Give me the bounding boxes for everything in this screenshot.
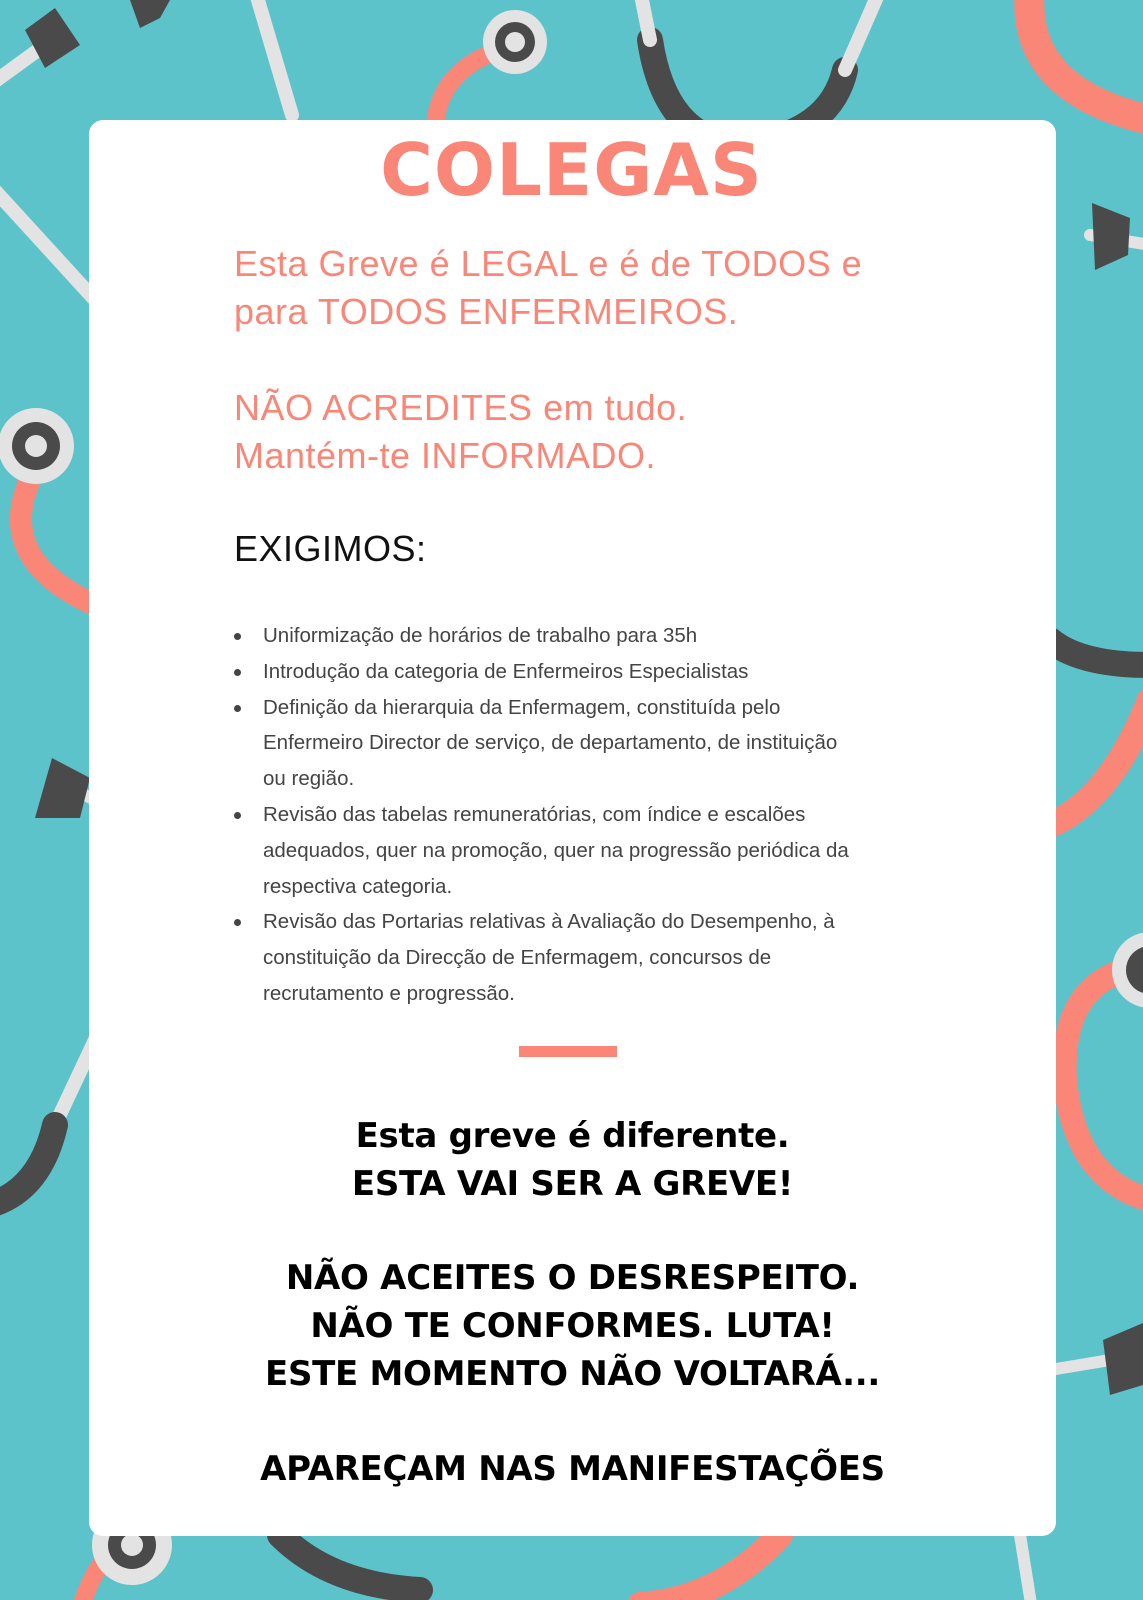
stethoscope-chestpiece-center (25, 435, 47, 457)
final-call (89, 1445, 1056, 1493)
list-item (234, 797, 914, 904)
stethoscope-tube (0, 1125, 55, 1205)
section-divider (519, 1046, 617, 1057)
stethoscope-earpiece (130, 0, 170, 28)
list-item-line: Revisão das Portarias relativas à Avaliação do Desempenho, à (263, 910, 835, 934)
closing-statement (89, 1112, 1056, 1208)
stethoscope-tube (280, 1535, 420, 1590)
intro-line: para TODOS ENFERMEIROS. (234, 291, 739, 332)
stethoscope-tube (640, 1535, 780, 1600)
stethoscope-tube (1050, 700, 1143, 825)
stethoscope-tube (1020, 1535, 1032, 1600)
stethoscope-chestpiece-center (121, 1534, 143, 1556)
stethoscope-earpiece (1103, 1323, 1143, 1395)
demands-heading: EXIGIMOS: (234, 528, 427, 569)
intro-line: Esta Greve é LEGAL e é de TODOS e (234, 243, 863, 284)
list-item-line: Revisão das tabelas remuneratórias, com índice e escalões (263, 802, 806, 826)
closing-line: ESTE MOMENTO NÃO VOLTARÁ... (265, 1354, 880, 1394)
intro-text (234, 240, 934, 336)
list-item-line: ou região. (263, 767, 355, 791)
stethoscope-earpiece (1092, 203, 1130, 270)
stethoscope-tube (1065, 970, 1143, 1200)
closing-line: APAREÇAM NAS MANIFESTAÇÕES (260, 1449, 885, 1489)
closing-line: NÃO TE CONFORMES. LUTA! (310, 1306, 835, 1346)
closing-line: Esta greve é diferente. (355, 1116, 790, 1156)
list-item (234, 654, 914, 690)
list-item-line: respectiva categoria. (263, 874, 453, 898)
list-item (234, 904, 914, 1011)
stethoscope-chestpiece-center (505, 32, 525, 52)
list-item-line: Introdução da categoria de Enfermeiros Especialistas (263, 659, 749, 683)
stethoscope-earpiece (35, 758, 90, 818)
list-item-line: adequados, quer na promoção, quer na progressão periódica da (263, 838, 849, 862)
closing-line: NÃO ACEITES O DESRESPEITO. (285, 1258, 860, 1298)
stethoscope-tube (1050, 1360, 1110, 1370)
warning-line: NÃO ACREDITES em tudo. (234, 387, 688, 428)
list-item-line: constituição da Direcção de Enfermagem, concursos de (263, 946, 772, 970)
stethoscope-tube (21, 480, 95, 605)
stethoscope-tube (1029, 0, 1143, 120)
list-item (234, 618, 914, 654)
poster-title: COLEGAS (380, 128, 763, 212)
list-item-line: recrutamento e progressão. (263, 981, 515, 1005)
stethoscope-tube (1050, 640, 1143, 665)
demands-list (234, 618, 914, 1012)
stethoscope-tube (845, 0, 880, 70)
call-to-action (89, 1254, 1056, 1398)
stethoscope-tube (255, 0, 292, 115)
list-item-line: Uniformização de horários de trabalho para 35h (263, 624, 698, 647)
list-item (234, 690, 914, 797)
closing-line: ESTA VAI SER A GREVE! (351, 1164, 794, 1204)
list-item-line: Definição da hierarquia da Enfermagem, constituída pelo (263, 695, 781, 719)
warning-text (234, 384, 934, 480)
list-item-line: Enfermeiro Director de serviço, de departamento, de instituição (263, 731, 838, 755)
warning-line: Mantém-te INFORMADO. (234, 435, 657, 476)
